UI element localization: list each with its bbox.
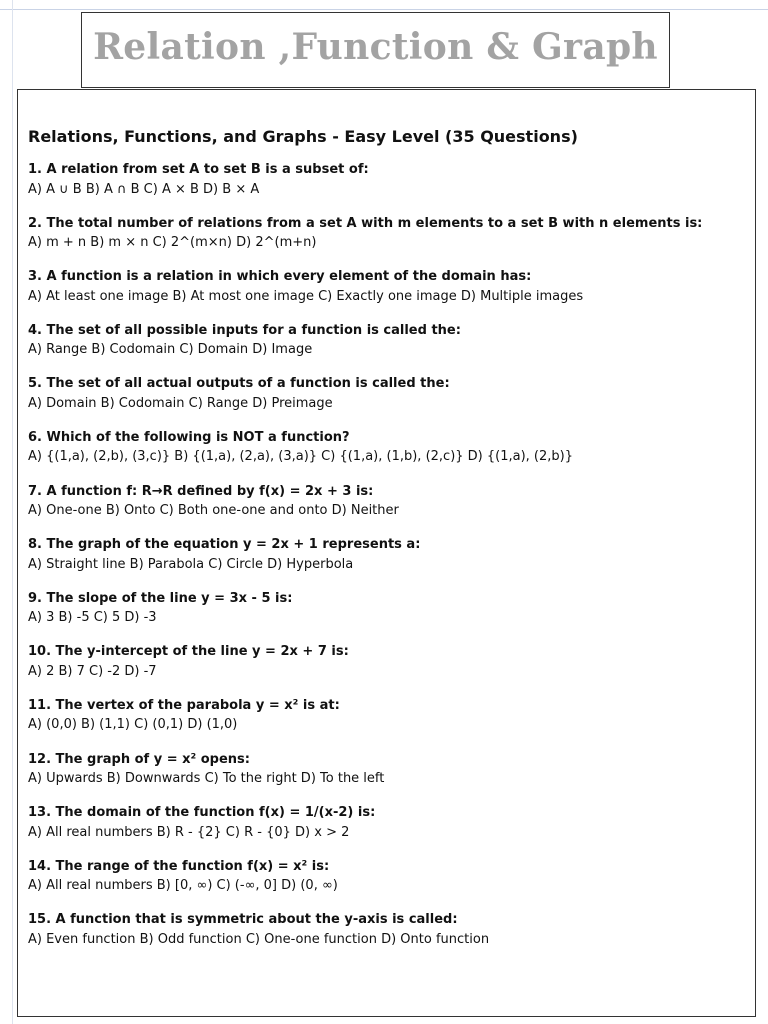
question-options: A) Even function B) Odd function C) One-one function D) Onto function — [28, 931, 490, 947]
question-item — [28, 374, 748, 413]
question-item — [28, 428, 748, 467]
question-text: 12. The graph of y = x² opens: — [28, 751, 250, 767]
question-item — [28, 910, 748, 949]
question-item — [28, 482, 748, 521]
question-options: A) One-one B) Onto C) Both one-one and onto D) Neither — [28, 503, 399, 519]
question-options: A) 2 B) 7 C) -2 D) -7 — [28, 663, 157, 679]
question-options: A) Upwards B) Downwards C) To the right D) To the left — [28, 771, 385, 787]
question-options: A) Domain B) Codomain C) Range D) Preimage — [28, 395, 333, 411]
question-text: 15. A function that is symmetric about the y-axis is called: — [28, 912, 458, 928]
question-text: 11. The vertex of the parabola y = x² is at: — [28, 697, 340, 713]
question-text: 14. The range of the function f(x) = x² is: — [28, 858, 330, 874]
question-item — [28, 750, 748, 789]
question-item — [28, 589, 748, 628]
question-item — [28, 642, 748, 681]
question-text: 2. The total number of relations from a set A with m elements to a set B with n elements is: — [28, 215, 703, 231]
question-options: A) A ∪ B B) A ∩ B C) A × B D) B × A — [28, 181, 260, 197]
question-sheet — [17, 89, 756, 1017]
question-options: A) (0,0) B) (1,1) C) (0,1) D) (1,0) — [28, 717, 238, 733]
question-item — [28, 535, 748, 574]
question-options: A) Range B) Codomain C) Domain D) Image — [28, 342, 313, 358]
question-item — [28, 803, 748, 842]
question-item — [28, 214, 748, 253]
question-text: 13. The domain of the function f(x) = 1/(x-2) is: — [28, 805, 376, 821]
left-margin-line — [12, 0, 13, 1024]
question-options: A) m + n B) m × n C) 2^(m×n) D) 2^(m+n) — [28, 235, 317, 251]
question-text: 4. The set of all possible inputs for a function is called the: — [28, 322, 461, 338]
document-heading: Relations, Functions, and Graphs - Easy Level (35 Questions) — [28, 127, 578, 146]
banner-title: Relation ,Function & Graph — [93, 26, 658, 68]
question-options: A) 3 B) -5 C) 5 D) -3 — [28, 610, 157, 626]
question-options: A) {(1,a), (2,b), (3,c)} B) {(1,a), (2,a), (3,a)} C) {(1,a), (1,b), (2,c)} D) {(1,a), (2,b)} — [28, 449, 573, 465]
question-options: A) All real numbers B) R - {2} C) R - {0} D) x > 2 — [28, 824, 350, 840]
question-item — [28, 321, 748, 360]
question-text: 10. The y-intercept of the line y = 2x + 7 is: — [28, 644, 349, 660]
question-text: 9. The slope of the line y = 3x - 5 is: — [28, 590, 293, 606]
question-text: 5. The set of all actual outputs of a function is called the: — [28, 376, 450, 392]
question-text: 7. A function f: R→R defined by f(x) = 2x + 3 is: — [28, 483, 374, 499]
question-options: A) Straight line B) Parabola C) Circle D) Hyperbola — [28, 556, 354, 572]
question-item — [28, 160, 748, 199]
question-content — [28, 126, 748, 964]
question-text: 6. Which of the following is NOT a function? — [28, 429, 350, 445]
question-options: A) At least one image B) At most one image C) Exactly one image D) Multiple images — [28, 288, 584, 304]
question-text: 1. A relation from set A to set B is a subset of: — [28, 162, 369, 177]
question-item — [28, 267, 748, 306]
question-options: A) All real numbers B) [0, ∞) C) (-∞, 0] D) (0, ∞) — [28, 878, 338, 894]
question-text: 3. A function is a relation in which every element of the domain has: — [28, 269, 532, 285]
question-text: 8. The graph of the equation y = 2x + 1 represents a: — [28, 537, 421, 553]
question-item — [28, 696, 748, 735]
top-divider — [0, 9, 768, 10]
question-item — [28, 857, 748, 896]
title-banner — [81, 12, 670, 88]
